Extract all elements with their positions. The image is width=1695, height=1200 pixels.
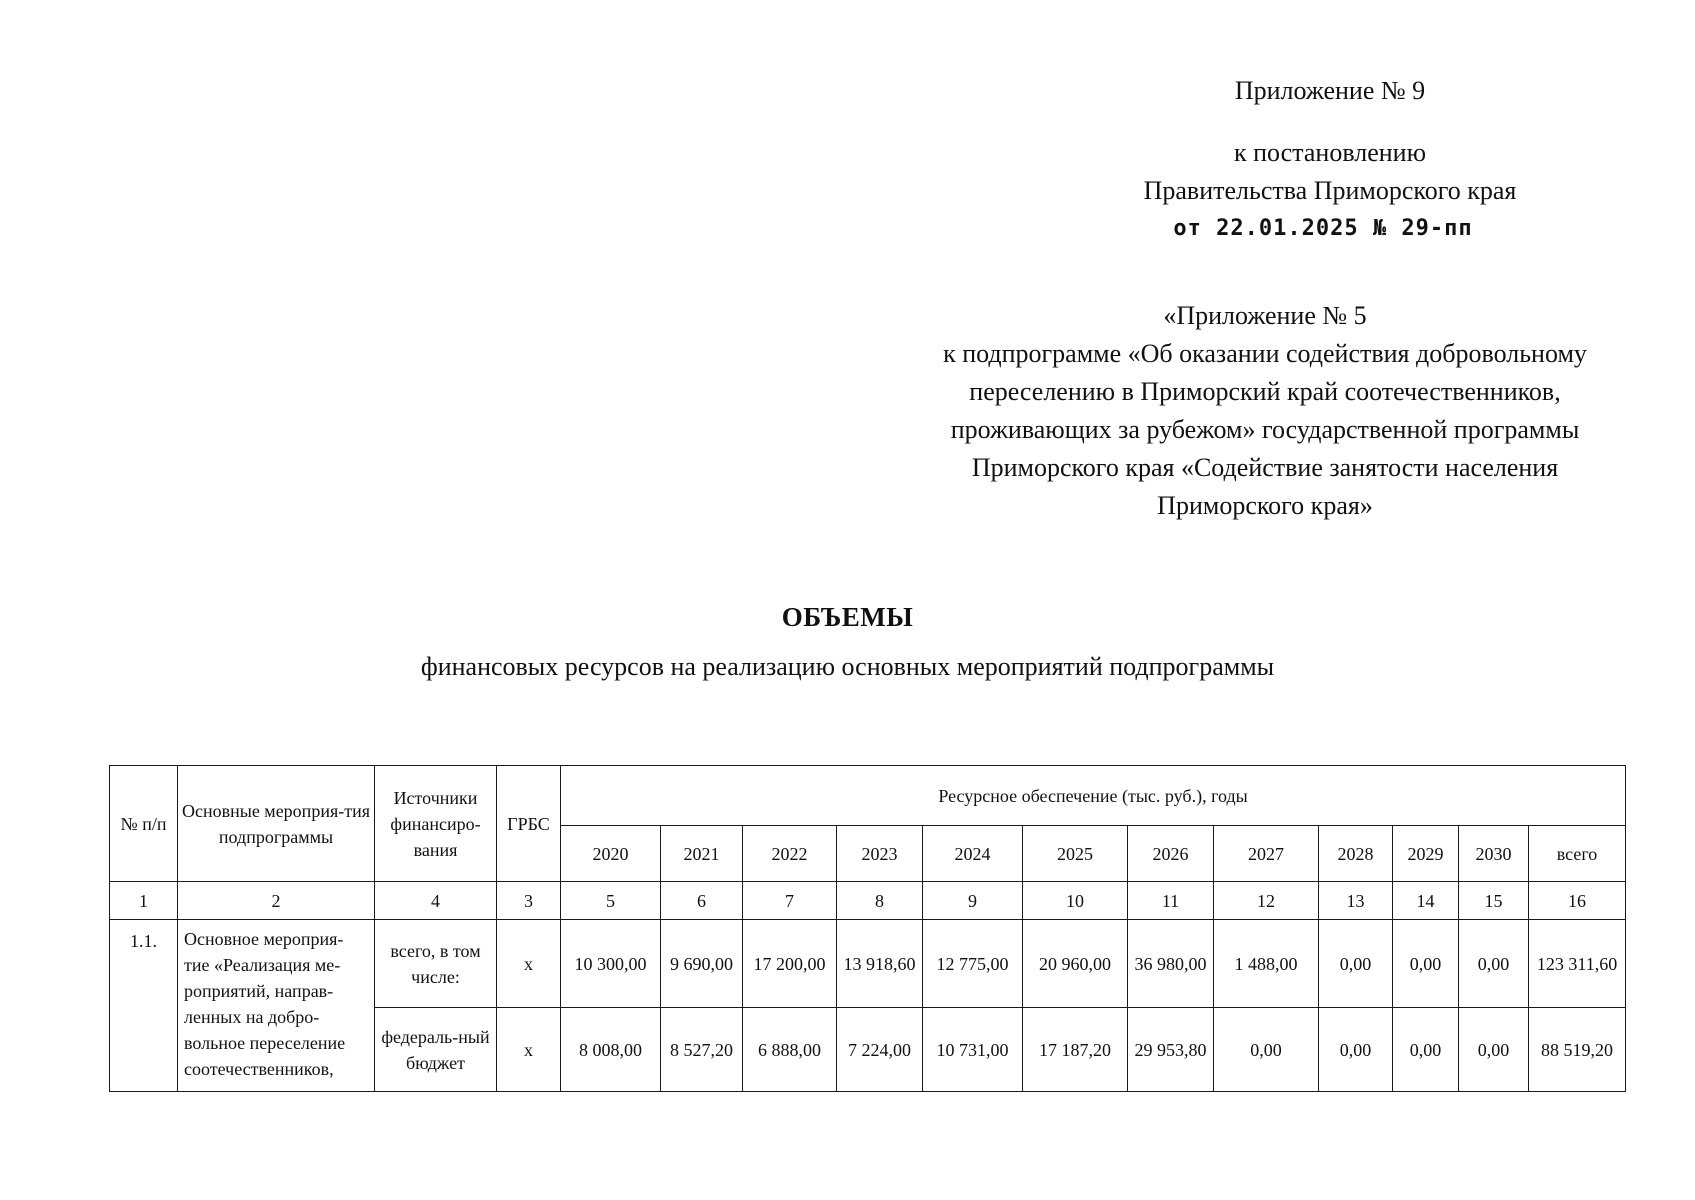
column-number: 7	[743, 882, 837, 920]
sub-appendix-line: проживающих за рубежом» государственной программы	[950, 415, 1580, 444]
appendix-title: Приложение № 9	[1234, 76, 1426, 105]
header-resources: Ресурсное обеспечение (тыс. руб.), годы	[561, 766, 1626, 826]
value-cell: 13 918,60	[837, 920, 923, 1008]
value-cell: 0,00	[1319, 1008, 1393, 1092]
column-number: 13	[1319, 882, 1393, 920]
sub-appendix-line: Приморского края»	[1157, 491, 1373, 520]
value-cell: 0,00	[1459, 920, 1529, 1008]
value-cell: 8 008,00	[561, 1008, 661, 1092]
column-number: 9	[923, 882, 1023, 920]
header-source: Источники финансиро-вания	[375, 766, 497, 882]
value-cell: 8 527,20	[661, 1008, 743, 1092]
column-number: 2	[178, 882, 375, 920]
document-subtitle: финансовых ресурсов на реализацию основных мероприятий подпрограммы	[420, 652, 1275, 681]
header-year: 2020	[561, 826, 661, 882]
value-cell: 17 200,00	[743, 920, 837, 1008]
value-cell: 7 224,00	[837, 1008, 923, 1092]
header-num: № п/п	[110, 766, 178, 882]
grbs-cell: x	[497, 920, 561, 1008]
header-year: 2024	[923, 826, 1023, 882]
header-year: 2022	[743, 826, 837, 882]
header-total: всего	[1529, 826, 1626, 882]
column-number: 5	[561, 882, 661, 920]
value-cell: 0,00	[1393, 920, 1459, 1008]
header-year: 2030	[1459, 826, 1529, 882]
total-cell: 123 311,60	[1529, 920, 1626, 1008]
resolution-line-2: Правительства Приморского края	[1143, 176, 1517, 205]
sub-appendix-line: к подпрограмме «Об оказании содействия добровольному	[943, 339, 1587, 368]
value-cell: 29 953,80	[1128, 1008, 1214, 1092]
sub-appendix-reference	[880, 297, 1650, 525]
header-year: 2026	[1128, 826, 1214, 882]
table-row	[110, 920, 1626, 1008]
value-cell: 6 888,00	[743, 1008, 837, 1092]
column-number: 12	[1214, 882, 1319, 920]
value-cell: 0,00	[1459, 1008, 1529, 1092]
value-cell: 10 300,00	[561, 920, 661, 1008]
sub-appendix-line: Приморского края «Содействие занятости населения	[971, 453, 1559, 482]
value-cell: 10 731,00	[923, 1008, 1023, 1092]
value-cell: 9 690,00	[661, 920, 743, 1008]
resolution-line-1: к постановлению	[1233, 138, 1427, 167]
financial-resources-table	[109, 765, 1626, 1092]
value-cell: 36 980,00	[1128, 920, 1214, 1008]
header-year: 2021	[661, 826, 743, 882]
column-number: 1	[110, 882, 178, 920]
header-year: 2025	[1023, 826, 1128, 882]
grbs-cell: x	[497, 1008, 561, 1092]
column-number: 11	[1128, 882, 1214, 920]
resolution-date: от 22.01.2025 № 29-пп	[1173, 216, 1473, 241]
column-number: 3	[497, 882, 561, 920]
column-number: 15	[1459, 882, 1529, 920]
sub-appendix-line: «Приложение № 5	[1163, 301, 1367, 330]
header-row	[110, 766, 1626, 826]
column-number: 16	[1529, 882, 1626, 920]
value-cell: 17 187,20	[1023, 1008, 1128, 1092]
column-number: 8	[837, 882, 923, 920]
sub-appendix-line: переселению в Приморский край соотечественников,	[969, 377, 1561, 406]
header-year: 2028	[1319, 826, 1393, 882]
header-activity: Основные мероприя-тия подпрограммы	[178, 766, 375, 882]
total-cell: 88 519,20	[1529, 1008, 1626, 1092]
column-number: 14	[1393, 882, 1459, 920]
value-cell: 12 775,00	[923, 920, 1023, 1008]
value-cell: 0,00	[1214, 1008, 1319, 1092]
funding-source: федераль-ный бюджет	[375, 1008, 497, 1092]
value-cell: 20 960,00	[1023, 920, 1128, 1008]
resolution-reference	[1030, 134, 1630, 248]
column-number: 10	[1023, 882, 1128, 920]
item-activity: Основное мероприя-тие «Реализация ме-роприятий, направ-ленных на добро-вольное переселение соотечественников,	[178, 920, 375, 1092]
column-number: 4	[375, 882, 497, 920]
document-title: ОБЪЕМЫ	[781, 602, 914, 632]
header-year: 2023	[837, 826, 923, 882]
header-year: 2027	[1214, 826, 1319, 882]
column-number: 6	[661, 882, 743, 920]
header-grbs: ГРБС	[497, 766, 561, 882]
value-cell: 1 488,00	[1214, 920, 1319, 1008]
value-cell: 0,00	[1319, 920, 1393, 1008]
funding-source: всего, в том числе:	[375, 920, 497, 1008]
column-numbers-row	[110, 882, 1626, 920]
header-year: 2029	[1393, 826, 1459, 882]
item-number: 1.1.	[110, 920, 178, 1092]
value-cell: 0,00	[1393, 1008, 1459, 1092]
